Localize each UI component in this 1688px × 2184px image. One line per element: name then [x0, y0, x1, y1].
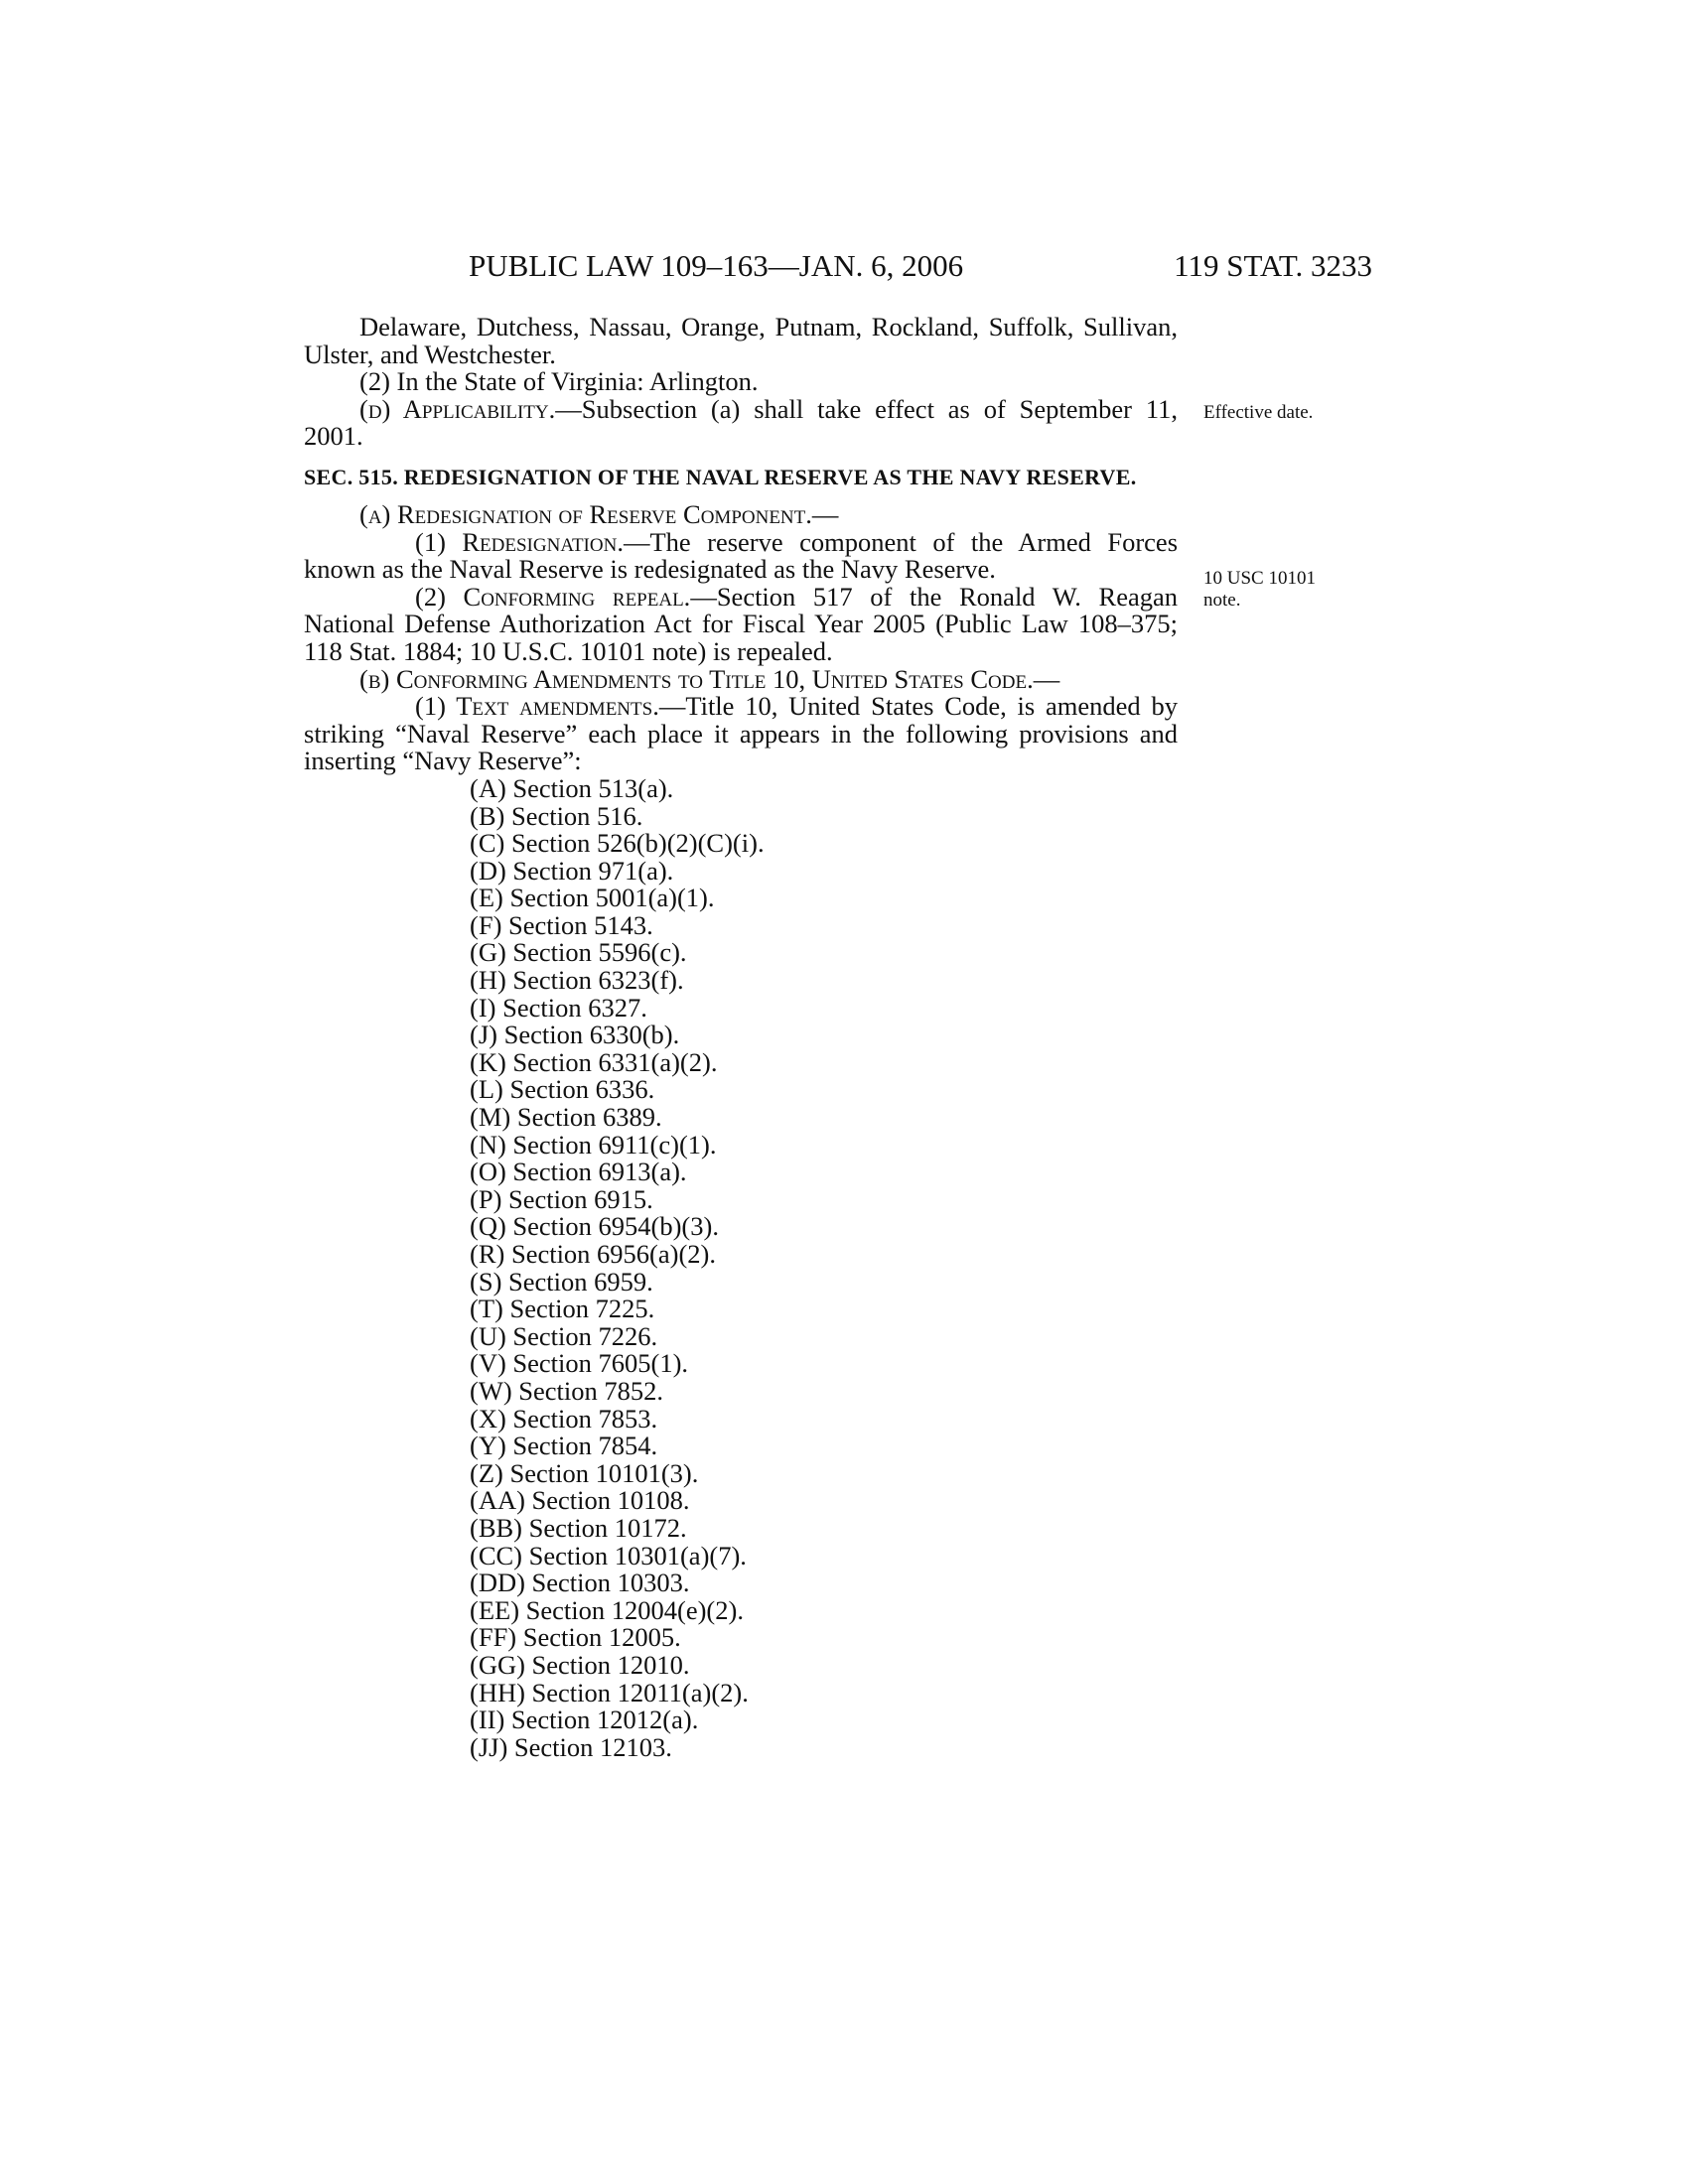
a1-body: —The reserve component of the Armed Forces known as the Naval Reserve is redesignated as the Navy Reserve.	[304, 526, 1179, 585]
list-item: (BB) Section 10172.	[470, 1512, 687, 1543]
paragraph-a1	[304, 526, 1179, 585]
list-item: (F) Section 5143.	[470, 909, 653, 940]
list-item: (Y) Section 7854.	[470, 1431, 658, 1461]
list-item: (J) Section 6330(b).	[470, 1020, 680, 1050]
subsection-a-heading-text: (a) Redesignation of Reserve Component.—	[359, 498, 839, 529]
list-item: (E) Section 5001(a)(1).	[470, 883, 715, 913]
margin-note-effective-date: Effective date.	[1203, 402, 1314, 423]
list-item: (U) Section 7226.	[470, 1320, 658, 1351]
a2-label: (2) Conforming repeal.	[415, 581, 691, 612]
list-item: (JJ) Section 12103.	[470, 1731, 672, 1762]
list-item: (A) Section 513(a).	[470, 772, 674, 803]
list-item: (P) Section 6915.	[470, 1183, 653, 1214]
margin-note-usc-line2: note.	[1203, 590, 1241, 611]
virginia-paragraph: (2) In the State of Virginia: Arlington.	[359, 366, 759, 397]
list-item: (EE) Section 12004(e)(2).	[470, 1594, 744, 1625]
paragraph-b1	[304, 693, 1178, 775]
list-item: (X) Section 7853.	[470, 1403, 658, 1433]
list-item: (L) Section 6336.	[470, 1074, 655, 1105]
list-item: (G) Section 5596(c).	[470, 937, 687, 968]
list-item: (S) Section 6959.	[470, 1266, 653, 1297]
list-item: (H) Section 6323(f).	[470, 965, 684, 996]
list-item: (FF) Section 12005.	[470, 1622, 681, 1653]
b1-body: —Title 10, United States Code, is amended by striking “Naval Reserve” each place it appears in the following provisions and inserting “Navy Reserve”:	[304, 691, 1178, 776]
counties-paragraph	[304, 314, 1178, 368]
list-item: (DD) Section 10303.	[470, 1568, 690, 1598]
paragraph-a2	[304, 581, 1178, 666]
list-item: (K) Section 6331(a)(2).	[470, 1046, 718, 1077]
sections-list	[304, 772, 1178, 1762]
list-item: (N) Section 6911(c)(1).	[470, 1129, 717, 1160]
list-item: (D) Section 971(a).	[470, 855, 674, 886]
stat-citation: 119 STAT. 3233	[1174, 248, 1372, 283]
list-item: (GG) Section 12010.	[470, 1649, 690, 1680]
list-item: (AA) Section 10108.	[470, 1485, 690, 1516]
list-item: (HH) Section 12011(a)(2).	[470, 1677, 749, 1707]
subsection-a-heading	[304, 498, 1178, 529]
a2-body: —Section 517 of the Ronald W. Reagan National Defense Authorization Act for Fiscal Year 2005 (Public Law 108–375; 118 Stat. 1884; 10 U.S.C. 10101 note) is repealed.	[304, 581, 1178, 666]
list-item: (C) Section 526(b)(2)(C)(i).	[470, 828, 765, 859]
subsection-b-heading	[304, 663, 1178, 694]
list-item: (W) Section 7852.	[470, 1375, 664, 1406]
body-text	[304, 314, 1178, 1761]
running-head	[469, 246, 1380, 286]
applicability-label: (d) Applicability.	[359, 393, 556, 424]
law-title: PUBLIC LAW 109–163—JAN. 6, 2006	[469, 248, 964, 283]
b1-label: (1) Text amendments.	[415, 691, 659, 722]
list-item: (O) Section 6913(a).	[470, 1157, 687, 1187]
list-item: (I) Section 6327.	[470, 992, 647, 1023]
list-item: (R) Section 6956(a)(2).	[470, 1239, 716, 1269]
list-item: (V) Section 7605(1).	[470, 1348, 689, 1379]
counties-text: Delaware, Dutchess, Nassau, Orange, Putnam, Rockland, Suffolk, Sullivan, Ulster, and Westchester.	[304, 312, 1178, 369]
margin-note-usc-line1: 10 USC 10101	[1203, 568, 1316, 589]
list-item: (M) Section 6389.	[470, 1102, 662, 1133]
section-heading: SEC. 515. REDESIGNATION OF THE NAVAL RESERVE AS THE NAVY RESERVE.	[304, 464, 1137, 489]
subsection-b-heading-text: (b) Conforming Amendments to Title 10, United States Code.—	[359, 663, 1060, 694]
list-item: (T) Section 7225.	[470, 1294, 655, 1324]
a1-label: (1) Redesignation.	[415, 526, 624, 557]
list-item: (CC) Section 10301(a)(7).	[470, 1540, 747, 1570]
list-item: (Z) Section 10101(3).	[470, 1457, 699, 1488]
list-item: (Q) Section 6954(b)(3).	[470, 1211, 719, 1242]
margin-note-usc	[1203, 568, 1372, 612]
applicability-paragraph	[304, 393, 1178, 452]
list-item: (II) Section 12012(a).	[470, 1705, 699, 1735]
list-item: (B) Section 516.	[470, 800, 643, 831]
applicability-body: —Subsection (a) shall take effect as of September 11, 2001.	[304, 393, 1178, 452]
